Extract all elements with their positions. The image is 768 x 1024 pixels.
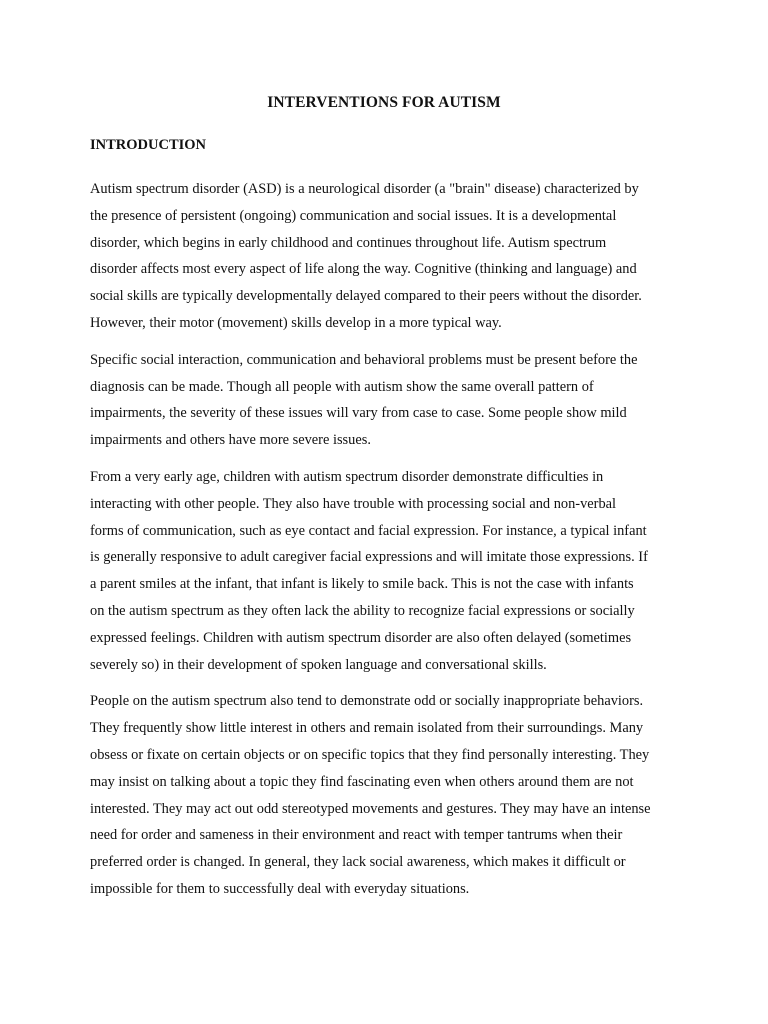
text-line: Specific social interaction, communication and behavioral problems must be present before the: [90, 351, 638, 368]
text-line: need for order and sameness in their environment and react with temper tantrums when their: [90, 827, 623, 844]
text-line: impairments and others have more severe issues.: [90, 432, 371, 449]
text-line: They frequently show little interest in others and remain isolated from their surroundings. Many: [90, 720, 644, 737]
text-line: disorder, which begins in early childhood and continues throughout life. Autism spectrum: [90, 234, 607, 251]
text-line: disorder affects most every aspect of life along the way. Cognitive (thinking and language) and: [90, 261, 637, 278]
text-line: severely so) in their development of spoken language and conversational skills.: [90, 656, 547, 673]
text-line: However, their motor (movement) skills develop in a more typical way.: [90, 314, 502, 331]
text-line: the presence of persistent (ongoing) communication and social issues. It is a developmental: [90, 207, 617, 224]
text-line: impairments, the severity of these issues will vary from case to case. Some people show mild: [90, 405, 627, 422]
text-line: diagnosis can be made. Though all people with autism show the same overall pattern of: [90, 378, 594, 395]
text-line: preferred order is changed. In general, they lack social awareness, which makes it difficult or: [90, 854, 626, 871]
text-line: may insist on talking about a topic they find fascinating even when others around them are not: [90, 773, 634, 790]
section-heading: INTRODUCTION: [90, 137, 207, 153]
paragraph-1: [90, 176, 686, 337]
text-line: From a very early age, children with autism spectrum disorder demonstrate difficulties in: [90, 468, 604, 485]
text-line: is generally responsive to adult caregiver facial expressions and will imitate those expressions. If: [90, 549, 648, 566]
text-line: People on the autism spectrum also tend to demonstrate odd or socially inappropriate behaviors.: [90, 693, 644, 710]
document-title: INTERVENTIONS FOR AUTISM: [267, 94, 501, 111]
text-line: on the autism spectrum as they often lack the ability to recognize facial expressions or socially: [90, 602, 635, 619]
text-line: impossible for them to successfully deal with everyday situations.: [90, 880, 470, 897]
paragraph-2: [90, 347, 686, 454]
body-text: [90, 176, 686, 913]
text-line: obsess or fixate on certain objects or on specific topics that they find personally interesting. They: [90, 746, 650, 763]
text-line: forms of communication, such as eye contact and facial expression. For instance, a typical infant: [90, 522, 647, 539]
text-line: social skills are typically developmentally delayed compared to their peers without the disorder.: [90, 288, 642, 305]
text-line: a parent smiles at the infant, that infant is likely to smile back. This is not the case with infants: [90, 576, 634, 593]
text-line: Autism spectrum disorder (ASD) is a neurological disorder (a "brain" disease) characterized by: [90, 181, 639, 197]
text-line: interested. They may act out odd stereotyped movements and gestures. They may have an intense: [90, 800, 651, 817]
paragraph-4: [90, 688, 686, 902]
text-line: expressed feelings. Children with autism spectrum disorder are also often delayed (sometimes: [90, 629, 632, 646]
text-line: interacting with other people. They also have trouble with processing social and non-verbal: [90, 495, 617, 512]
paragraph-3: [90, 464, 686, 678]
